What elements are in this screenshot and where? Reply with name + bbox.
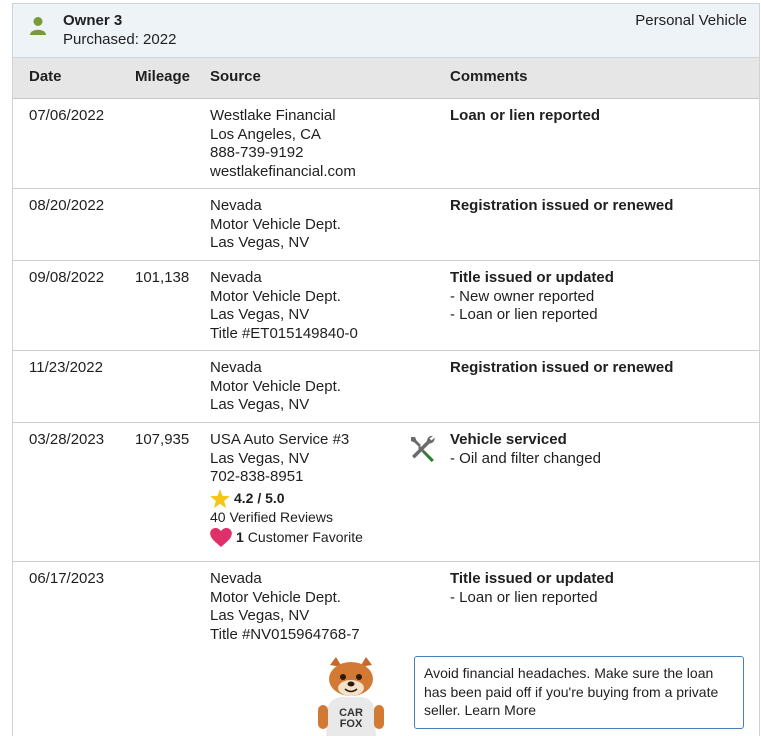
comment-item: - Loan or lien reported	[450, 306, 598, 323]
heart-icon	[210, 528, 232, 547]
source-line: Title #NV015964768-7	[210, 625, 360, 643]
record-mileage: 107,935	[135, 431, 190, 448]
column-comments: Comments	[450, 68, 528, 85]
source-line: Las Vegas, NV	[210, 449, 310, 467]
comment-title: Title issued or updated	[450, 269, 614, 286]
table-row	[13, 351, 759, 423]
column-date: Date	[29, 68, 62, 85]
source-line: Nevada	[210, 570, 262, 587]
source-line: Las Vegas, NV	[210, 306, 310, 323]
record-comments	[450, 197, 750, 216]
comment-title: Registration issued or renewed	[450, 197, 674, 214]
source-line: Motor Vehicle Dept.	[210, 287, 341, 305]
record-date: 07/06/2022	[29, 107, 105, 124]
source-link[interactable]: westlakefinancial.com	[210, 162, 356, 180]
source-line: Nevada	[210, 269, 262, 286]
record-source	[210, 570, 405, 644]
record-date: 06/17/2023	[29, 570, 105, 587]
source-line: Motor Vehicle Dept.	[210, 588, 341, 606]
comment-title: Vehicle serviced	[450, 431, 567, 448]
comment-title: Loan or lien reported	[450, 107, 601, 124]
owner-name: Owner 3	[63, 12, 123, 29]
record-comments	[450, 570, 750, 607]
table-row	[13, 99, 759, 189]
source-line: Las Vegas, NV	[210, 396, 310, 413]
vehicle-type: Personal Vehicle	[635, 12, 747, 29]
record-comments	[450, 269, 750, 325]
source-line: Las Vegas, NV	[210, 234, 310, 251]
rating-value: 4.2 / 5.0	[234, 489, 285, 506]
loan-tip-box	[414, 656, 744, 729]
customer-favorite	[210, 528, 405, 547]
favorite-count: 1	[236, 529, 244, 546]
learn-more-link[interactable]: Learn More	[464, 702, 537, 718]
owner-history-panel	[12, 3, 760, 736]
source-line: Title #ET015149840-0	[210, 324, 358, 342]
tip-text: Avoid financial headaches. Make sure the loan has been paid off if you're buying from a private seller.	[424, 665, 719, 718]
star-icon	[210, 489, 230, 508]
record-comments	[450, 107, 750, 126]
source-line: Las Vegas, NV	[210, 607, 310, 624]
owner-purchased: Purchased: 2022	[63, 31, 177, 48]
record-mileage: 101,138	[135, 269, 190, 286]
source-line: Nevada	[210, 359, 262, 376]
carfox-mascot-icon	[316, 657, 386, 736]
comment-item: - Loan or lien reported	[450, 588, 598, 606]
table-row	[13, 423, 759, 562]
owner-header	[13, 4, 759, 58]
column-mileage: Mileage	[135, 68, 191, 85]
source-line: Nevada	[210, 197, 262, 214]
record-source	[210, 269, 405, 343]
comment-title: Title issued or updated	[450, 570, 614, 587]
table-header	[13, 58, 759, 99]
source-line: 888-739-9192	[210, 144, 304, 161]
column-source: Source	[210, 68, 261, 85]
record-comments	[450, 431, 750, 468]
verified-reviews-link[interactable]: 40 Verified Reviews	[210, 508, 333, 525]
record-comments	[450, 359, 750, 378]
record-date: 09/08/2022	[29, 269, 105, 286]
owner-person-icon	[29, 16, 47, 36]
record-source	[210, 359, 405, 415]
record-date: 03/28/2023	[29, 431, 105, 448]
comment-item: - New owner reported	[450, 287, 595, 305]
table-row	[13, 261, 759, 351]
source-line: Los Angeles, CA	[210, 125, 321, 143]
shop-rating[interactable]	[210, 489, 405, 508]
comment-item: - Oil and filter changed	[450, 449, 601, 467]
record-date: 08/20/2022	[29, 197, 105, 214]
comment-title: Registration issued or renewed	[450, 359, 674, 376]
table-row	[13, 189, 759, 261]
source-line: Motor Vehicle Dept.	[210, 215, 341, 233]
wrench-screwdriver-icon	[407, 433, 437, 463]
record-source	[210, 197, 405, 253]
source-line: 702-838-8951	[210, 468, 304, 485]
record-date: 11/23/2022	[29, 359, 103, 376]
record-source	[210, 431, 405, 547]
mascot-shirt-text: FOX	[339, 718, 363, 730]
table-row	[13, 562, 759, 654]
source-line[interactable]: USA Auto Service #3	[210, 431, 350, 448]
record-source	[210, 107, 405, 181]
source-line: Westlake Financial	[210, 107, 336, 124]
mascot-shirt-text: CAR	[339, 707, 363, 719]
source-line: Motor Vehicle Dept.	[210, 377, 341, 395]
favorite-label: Customer Favorite	[247, 529, 363, 546]
